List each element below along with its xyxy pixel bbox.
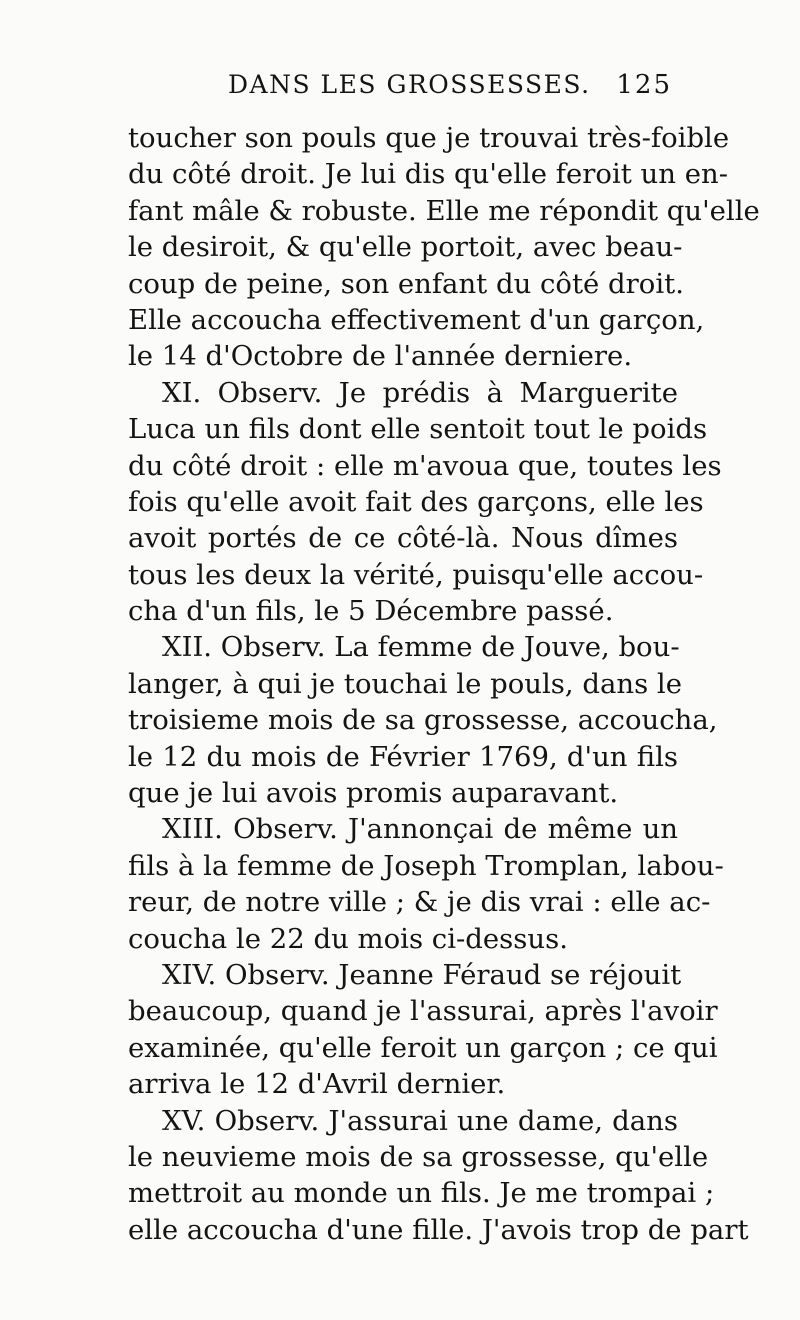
text-line: coup de peine, son enfant du côté droit.	[128, 267, 684, 300]
text-line: XII. Observ. La femme de Jouve, bou-	[162, 631, 680, 664]
text-line: tous les deux la vérité, puisqu'elle accou-	[128, 558, 704, 591]
text-line: avoit portés de ce côté-là. Nous dîmes	[128, 522, 678, 555]
text-line: cha d'un fils, le 5 Décembre passé.	[128, 595, 614, 628]
text-line: que je lui avois promis auparavant.	[128, 777, 619, 810]
text-line: le 14 d'Octobre de l'année derniere.	[128, 340, 633, 373]
page-number: 125	[616, 70, 672, 100]
text-line: Elle accoucha effectivement d'un garçon,	[128, 303, 705, 336]
text-line: fils à la femme de Joseph Tromplan, labou-	[128, 849, 724, 882]
text-line: du côté droit : elle m'avoua que, toutes les	[128, 449, 722, 482]
text-line: examinée, qu'elle feroit un garçon ; ce qui	[128, 1031, 718, 1064]
text-line: le desiroit, & qu'elle portoit, avec beau-	[128, 231, 683, 264]
text-line: toucher son pouls que je trouvai très-foible	[128, 122, 730, 154]
text-line: langer, à qui je touchai le pouls, dans le	[128, 667, 682, 700]
text-line: XV. Observ. J'assurai une dame, dans	[162, 1104, 678, 1137]
text-line: XIII. Observ. J'annonçai de même un	[162, 813, 678, 846]
running-head	[128, 70, 678, 120]
text-line: du côté droit. Je lui dis qu'elle feroit un en-	[128, 158, 728, 191]
text-line: fant mâle & robuste. Elle me répondit qu'elle	[128, 194, 760, 227]
text-line: XI. Observ. Je prédis à Marguerite	[162, 376, 678, 409]
text-line: XIV. Observ. Jeanne Féraud se réjouit	[162, 958, 682, 991]
text-line: elle accoucha d'une fille. J'avois trop de part	[128, 1213, 749, 1246]
text-line: beaucoup, quand je l'assurai, après l'avoir	[128, 995, 718, 1028]
text-line: Luca un fils dont elle sentoit tout le poids	[128, 413, 708, 446]
running-head-title: DANS LES GROSSESSES.	[228, 70, 591, 99]
text-line: reur, de notre ville ; & je dis vrai : elle ac-	[128, 886, 711, 919]
text-line: mettroit au monde un fils. Je me trompai ;	[128, 1177, 715, 1210]
text-line: le neuvieme mois de sa grossesse, qu'elle	[128, 1140, 709, 1173]
text-line: troisieme mois de sa grossesse, accoucha,	[128, 704, 718, 737]
text-line: arriva le 12 d'Avril dernier.	[128, 1068, 506, 1101]
text-line: coucha le 22 du mois ci-dessus.	[128, 922, 568, 955]
text-line: fois qu'elle avoit fait des garçons, elle les	[128, 485, 704, 518]
text-block	[128, 70, 760, 1248]
body-text	[128, 120, 760, 1248]
text-line: le 12 du mois de Février 1769, d'un fils	[128, 740, 678, 773]
